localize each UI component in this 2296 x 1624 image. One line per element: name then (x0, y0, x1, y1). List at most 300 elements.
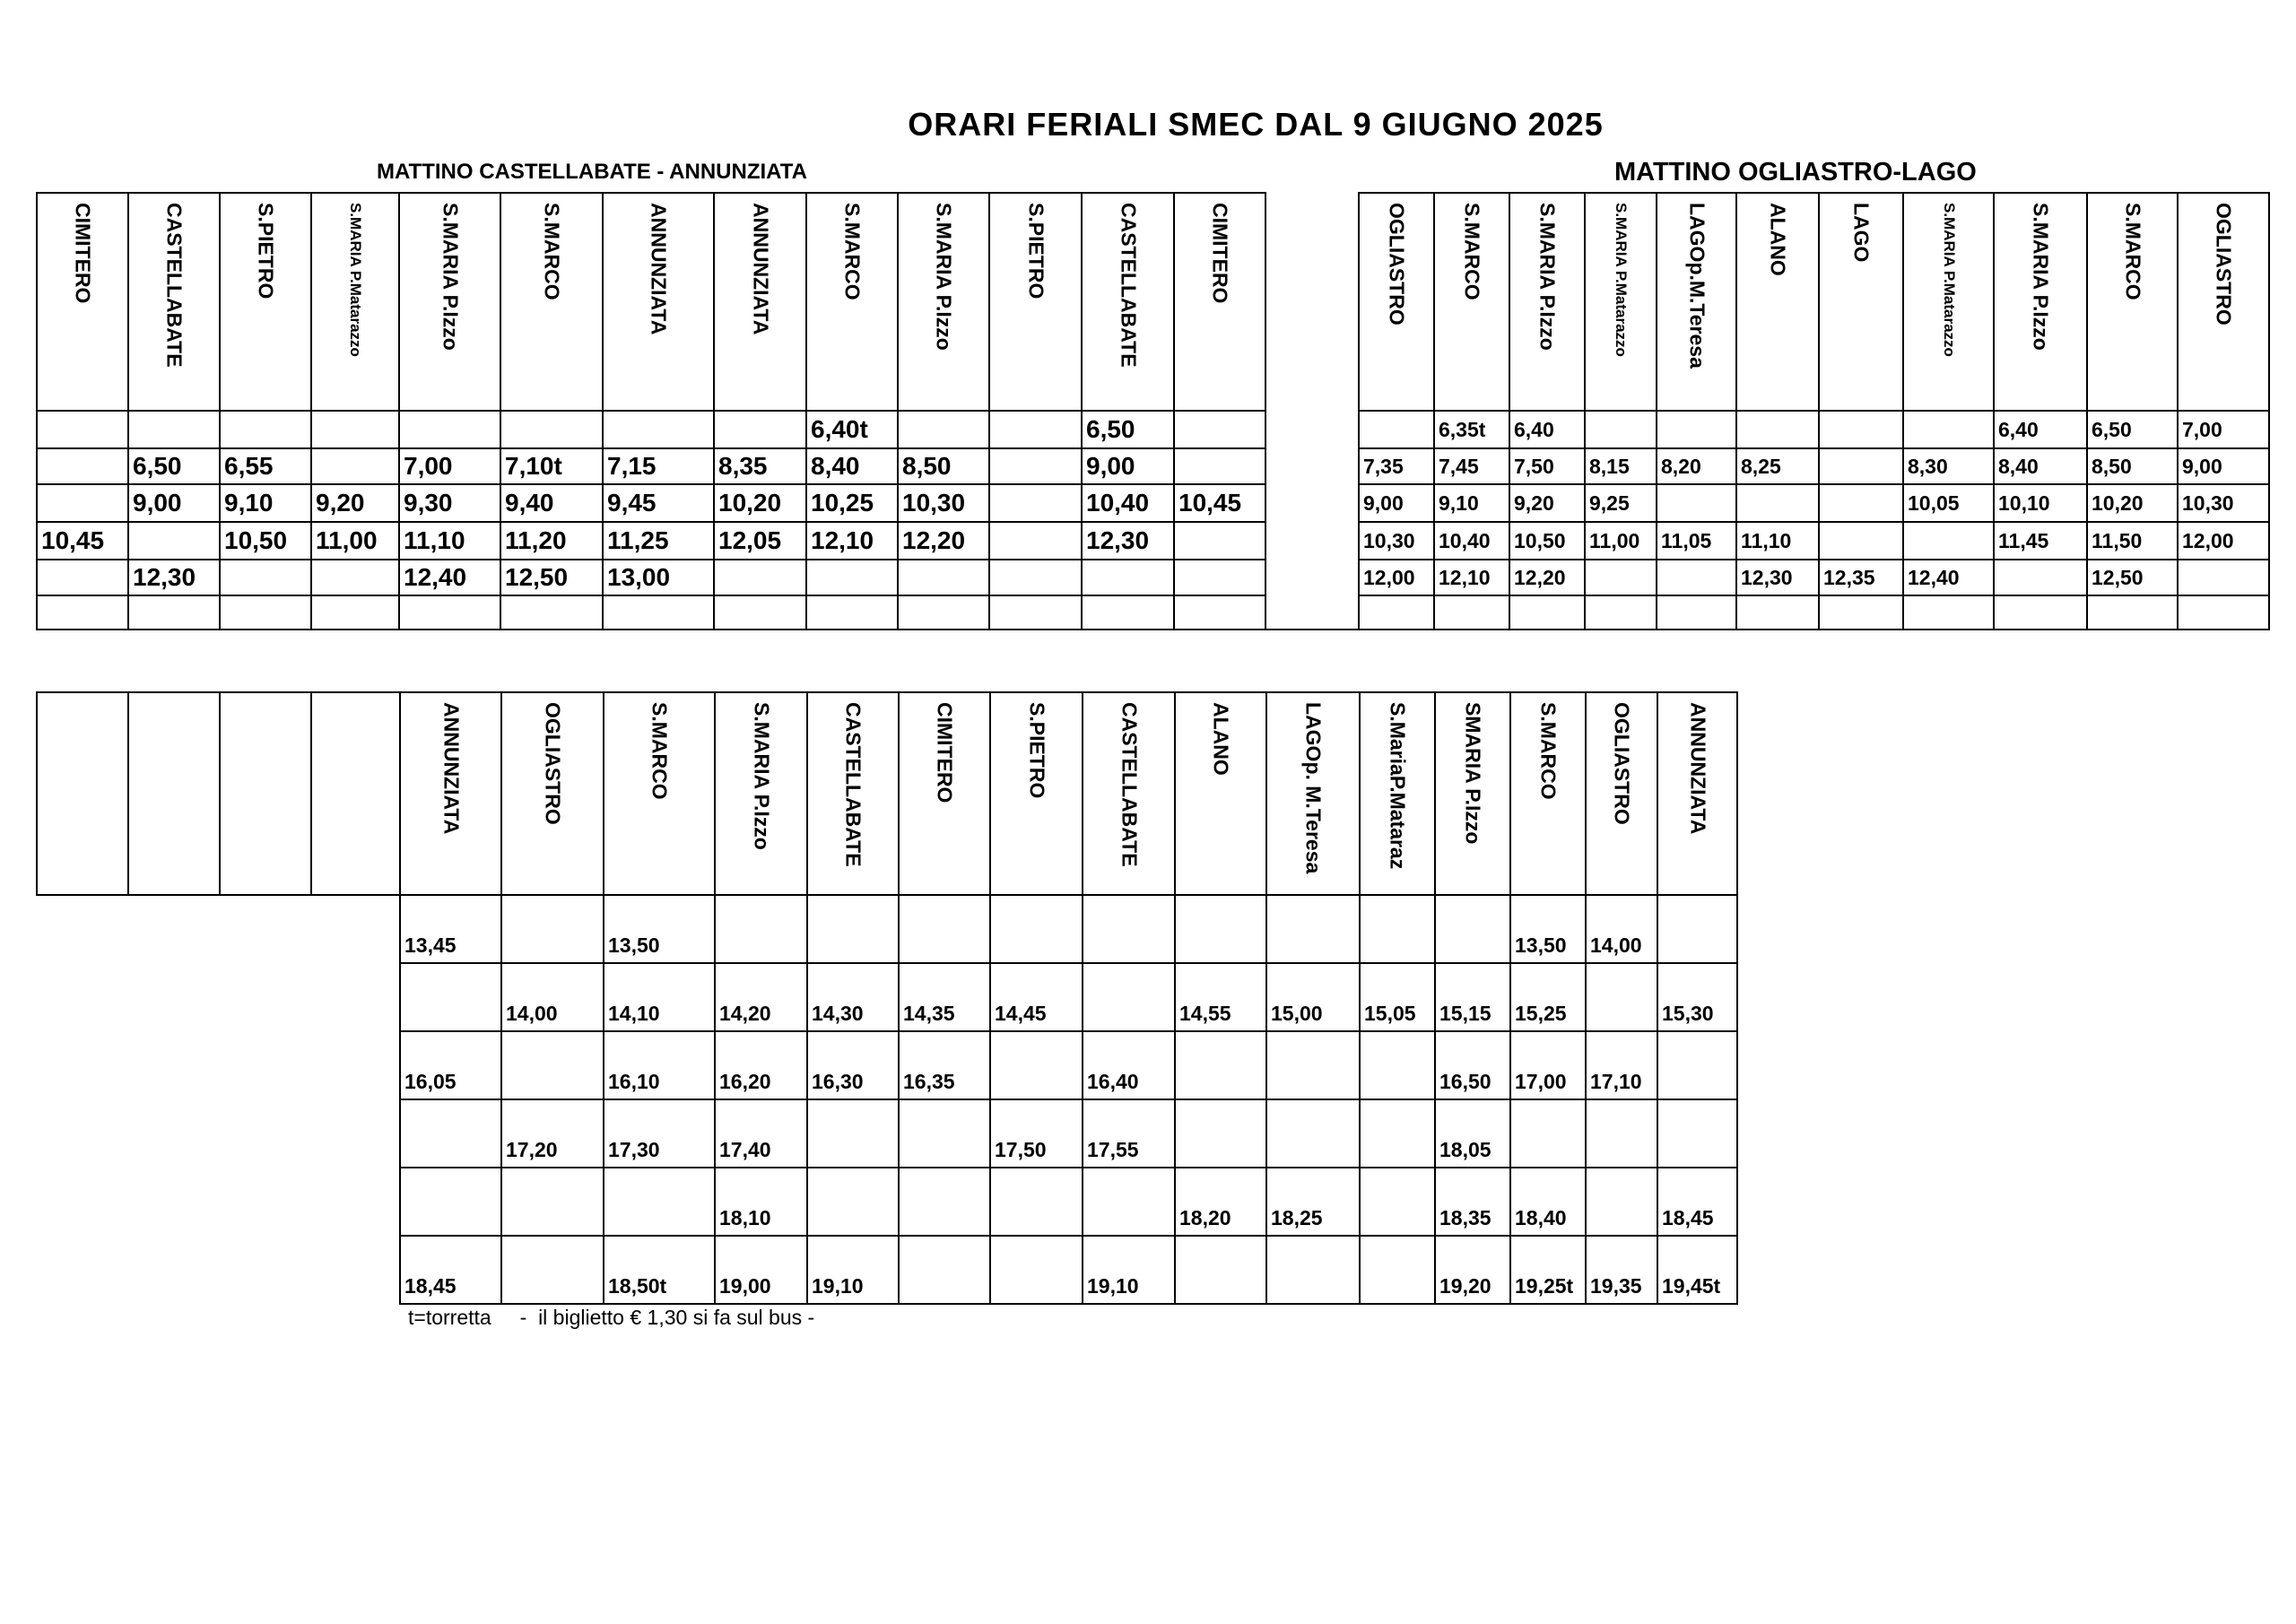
time-cell (1360, 1031, 1435, 1099)
afternoon-header-cell (311, 692, 400, 895)
afternoon-header-cell (715, 692, 807, 895)
time-cell: 6,50 (1082, 411, 1174, 448)
time-cell (806, 595, 898, 630)
stop-name: SMARIA P.Izzo (1461, 702, 1485, 845)
afternoon-header-cell (604, 692, 715, 895)
time-cell: 11,00 (1585, 522, 1657, 560)
spacer-cell (128, 895, 220, 963)
time-cell (714, 411, 806, 448)
spacer-cell (311, 895, 400, 963)
time-cell: 7,50 (1509, 448, 1585, 484)
time-cell (128, 411, 220, 448)
time-cell: 19,10 (807, 1236, 899, 1304)
table-row (37, 595, 2269, 630)
stop-name: S.PIETRO (1025, 702, 1048, 799)
stop-name: S.MariaP.Mataraz (1386, 702, 1410, 870)
spacer-cell (220, 1236, 311, 1304)
time-cell: 18,35 (1435, 1168, 1510, 1236)
time-cell (714, 595, 806, 630)
time-cell (989, 448, 1082, 484)
stop-name: S.MARIA P.Izzo (2029, 203, 2053, 351)
morning-header-cell (2178, 193, 2269, 411)
time-cell (1175, 1099, 1266, 1168)
time-cell (1510, 1099, 1586, 1168)
time-cell: 7,00 (2178, 411, 2269, 448)
time-cell: 17,00 (1510, 1031, 1586, 1099)
time-cell: 10,45 (37, 522, 128, 560)
page-title: ORARI FERIALI SMEC DAL 9 GIUGNO 2025 (908, 106, 1604, 143)
time-cell (501, 1236, 604, 1304)
morning-header-cell (1585, 193, 1657, 411)
table-row (37, 895, 1737, 963)
afternoon-header-cell (1175, 692, 1266, 895)
spacer-cell (37, 1236, 128, 1304)
time-cell (806, 560, 898, 595)
time-cell: 17,55 (1083, 1099, 1175, 1168)
table-row (37, 1236, 1737, 1304)
time-cell: 10,30 (1359, 522, 1434, 560)
time-cell: 14,55 (1175, 963, 1266, 1031)
time-cell (311, 448, 399, 484)
time-cell: 18,50t (604, 1236, 715, 1304)
time-cell (400, 1099, 501, 1168)
time-cell: 16,05 (400, 1031, 501, 1099)
stop-name: S.PIETRO (254, 203, 278, 300)
afternoon-header-cell (37, 692, 128, 895)
time-cell (990, 1236, 1083, 1304)
time-cell: 9,00 (128, 484, 220, 522)
afternoon-header-cell (220, 692, 311, 895)
stop-name: CASTELLABATE (1118, 702, 1141, 867)
morning-header-cell (1819, 193, 1903, 411)
time-cell (1586, 963, 1657, 1031)
time-cell (501, 1031, 604, 1099)
time-cell: 11,05 (1657, 522, 1736, 560)
time-cell: 8,50 (2087, 448, 2178, 484)
time-cell (714, 560, 806, 595)
time-cell: 7,10t (500, 448, 603, 484)
time-cell: 17,40 (715, 1099, 807, 1168)
morning-header-cell (603, 193, 714, 411)
time-cell (1657, 595, 1736, 630)
stop-name: S.MARIA P.Izzo (750, 702, 773, 850)
morning-header-cell (1265, 193, 1359, 411)
spacer-cell (128, 1031, 220, 1099)
stop-name: ANNUNZIATA (439, 702, 463, 835)
time-cell (1174, 595, 1265, 630)
time-cell (1819, 522, 1903, 560)
time-cell (220, 560, 311, 595)
time-cell (1736, 595, 1819, 630)
time-cell (1266, 895, 1360, 963)
stop-name: LAGO (1849, 203, 1874, 263)
spacer-cell (37, 1168, 128, 1236)
time-cell (1359, 595, 1434, 630)
time-cell: 10,50 (220, 522, 311, 560)
time-cell: 9,10 (1434, 484, 1509, 522)
time-cell (1434, 595, 1509, 630)
morning-header-cell (220, 193, 311, 411)
spacer-cell (37, 1031, 128, 1099)
time-cell: 18,45 (1657, 1168, 1737, 1236)
time-cell (1819, 595, 1903, 630)
time-cell: 14,10 (604, 963, 715, 1031)
time-cell: 19,25t (1510, 1236, 1586, 1304)
time-cell: 11,45 (1994, 522, 2087, 560)
time-cell (1082, 560, 1174, 595)
time-cell: 18,25 (1266, 1168, 1360, 1236)
time-cell (898, 411, 989, 448)
time-cell: 10,40 (1082, 484, 1174, 522)
time-cell: 18,20 (1175, 1168, 1266, 1236)
time-cell (899, 1168, 990, 1236)
time-cell (400, 1168, 501, 1236)
time-cell (500, 595, 603, 630)
footnote: t=torretta - il biglietto € 1,30 si fa sul bus - (408, 1306, 815, 1329)
time-cell: 8,40 (806, 448, 898, 484)
time-cell (1819, 448, 1903, 484)
time-cell: 6,55 (220, 448, 311, 484)
time-cell: 12,00 (2178, 522, 2269, 560)
time-cell (1265, 411, 1359, 448)
time-cell: 11,50 (2087, 522, 2178, 560)
afternoon-header-cell (1083, 692, 1175, 895)
stop-name: S.MARCO (840, 203, 865, 300)
time-cell: 17,50 (990, 1099, 1083, 1168)
time-cell: 15,15 (1435, 963, 1510, 1031)
time-cell (1266, 1236, 1360, 1304)
morning-header-cell (2087, 193, 2178, 411)
time-cell (311, 595, 399, 630)
subtitle-castellabate-annunziata: MATTINO CASTELLABATE - ANNUNZIATA (377, 160, 807, 184)
morning-header-cell (806, 193, 898, 411)
time-cell: 10,20 (2087, 484, 2178, 522)
time-cell (1266, 1031, 1360, 1099)
time-cell (1265, 560, 1359, 595)
time-cell: 6,40t (806, 411, 898, 448)
morning-header-cell (1434, 193, 1509, 411)
time-cell: 10,20 (714, 484, 806, 522)
stop-name: S.MARIA P.Matarazzo (1613, 203, 1630, 357)
time-cell (128, 522, 220, 560)
spacer-cell (220, 1031, 311, 1099)
time-cell (311, 560, 399, 595)
stop-name: OGLIASTRO (2212, 203, 2236, 326)
stop-name: ANNUNZIATA (749, 203, 772, 335)
spacer-cell (311, 1236, 400, 1304)
afternoon-header-cell (1657, 692, 1737, 895)
time-cell (2178, 595, 2269, 630)
time-cell: 8,30 (1903, 448, 1994, 484)
stop-name: S.MARIA P.Matarazzo (347, 203, 364, 357)
time-cell: 10,30 (2178, 484, 2269, 522)
time-cell (807, 895, 899, 963)
table-row (37, 484, 2269, 522)
time-cell (500, 411, 603, 448)
time-cell (1994, 595, 2087, 630)
time-cell (1585, 595, 1657, 630)
time-cell: 19,20 (1435, 1236, 1510, 1304)
afternoon-header-cell (400, 692, 501, 895)
subtitle-ogliastro-lago: MATTINO OGLIASTRO-LAGO (1614, 158, 1977, 187)
time-cell: 12,50 (500, 560, 603, 595)
time-cell (989, 522, 1082, 560)
time-cell (990, 1168, 1083, 1236)
time-cell: 15,00 (1266, 963, 1360, 1031)
time-cell: 13,50 (604, 895, 715, 963)
time-cell: 13,00 (603, 560, 714, 595)
time-cell (807, 1168, 899, 1236)
time-cell (1435, 895, 1510, 963)
time-cell: 15,25 (1510, 963, 1586, 1031)
time-cell (1083, 895, 1175, 963)
time-cell (1903, 595, 1994, 630)
time-cell (1586, 1168, 1657, 1236)
time-cell (898, 560, 989, 595)
time-cell: 15,05 (1360, 963, 1435, 1031)
time-cell (989, 595, 1082, 630)
morning-header-cell (1657, 193, 1736, 411)
afternoon-header-cell (1586, 692, 1657, 895)
morning-header-cell (399, 193, 500, 411)
spacer-cell (311, 1168, 400, 1236)
time-cell: 6,40 (1509, 411, 1585, 448)
time-cell: 16,20 (715, 1031, 807, 1099)
time-cell (1657, 560, 1736, 595)
time-cell: 10,45 (1174, 484, 1265, 522)
time-cell (1266, 1099, 1360, 1168)
time-cell (1585, 560, 1657, 595)
morning-header-cell (128, 193, 220, 411)
afternoon-header-cell (128, 692, 220, 895)
time-cell: 9,00 (1082, 448, 1174, 484)
morning-header-cell (500, 193, 603, 411)
stop-name: ANNUNZIATA (1686, 702, 1709, 835)
time-cell: 9,00 (1359, 484, 1434, 522)
time-cell (1360, 1099, 1435, 1168)
time-cell: 13,50 (1510, 895, 1586, 963)
time-cell (1819, 484, 1903, 522)
time-cell: 8,50 (898, 448, 989, 484)
time-cell: 11,10 (399, 522, 500, 560)
time-cell (1265, 484, 1359, 522)
time-cell: 12,20 (1509, 560, 1585, 595)
spacer-cell (311, 1099, 400, 1168)
time-cell (1265, 595, 1359, 630)
stop-name: CASTELLABATE (841, 702, 865, 867)
time-cell: 9,20 (311, 484, 399, 522)
stop-name: LAGOp. M.Teresa (1301, 702, 1326, 874)
morning-header-cell (1174, 193, 1265, 411)
time-cell (1174, 411, 1265, 448)
stop-name: LAGOp.M.Teresa (1685, 203, 1709, 369)
time-cell (37, 560, 128, 595)
time-cell: 9,00 (2178, 448, 2269, 484)
time-cell (899, 1236, 990, 1304)
time-cell (603, 411, 714, 448)
time-cell (1657, 895, 1737, 963)
stop-name: S.MARCO (2121, 203, 2144, 300)
spacer-cell (220, 963, 311, 1031)
time-cell: 19,10 (1083, 1236, 1175, 1304)
time-cell: 16,50 (1435, 1031, 1510, 1099)
table-row (37, 448, 2269, 484)
time-cell: 6,35t (1434, 411, 1509, 448)
stop-name: S.MARIA P.Matarazzo (1940, 203, 1958, 357)
time-cell (1657, 484, 1736, 522)
time-cell: 16,30 (807, 1031, 899, 1099)
stop-name: ALANO (1209, 702, 1233, 776)
morning-header-cell (1082, 193, 1174, 411)
time-cell (399, 411, 500, 448)
time-cell (1083, 963, 1175, 1031)
time-cell: 17,10 (1586, 1031, 1657, 1099)
time-cell: 11,00 (311, 522, 399, 560)
table-row (37, 1099, 1737, 1168)
time-cell: 9,40 (500, 484, 603, 522)
time-cell: 10,10 (1994, 484, 2087, 522)
time-cell: 19,45t (1657, 1236, 1737, 1304)
time-cell: 12,50 (2087, 560, 2178, 595)
time-cell: 19,00 (715, 1236, 807, 1304)
afternoon-header-cell (807, 692, 899, 895)
stop-name: S.MARIA P.Izzo (1535, 203, 1560, 351)
time-cell: 14,00 (1586, 895, 1657, 963)
time-cell (1819, 411, 1903, 448)
time-cell: 7,15 (603, 448, 714, 484)
table-row (37, 522, 2269, 560)
time-cell: 8,35 (714, 448, 806, 484)
stop-name: OGLIASTRO (1610, 702, 1634, 825)
stop-name: CIMITERO (933, 702, 957, 803)
time-cell (501, 895, 604, 963)
spacer-cell (311, 963, 400, 1031)
table-row (37, 1031, 1737, 1099)
time-cell: 10,50 (1509, 522, 1585, 560)
time-cell (604, 1168, 715, 1236)
table-row (37, 1168, 1737, 1236)
stop-name: CASTELLABATE (162, 203, 187, 368)
time-cell: 9,30 (399, 484, 500, 522)
morning-header-cell (1359, 193, 1434, 411)
time-cell: 11,10 (1736, 522, 1819, 560)
time-cell (1175, 1031, 1266, 1099)
time-cell (603, 595, 714, 630)
stop-name: OGLIASTRO (1385, 203, 1409, 326)
time-cell (898, 595, 989, 630)
time-cell: 19,35 (1586, 1236, 1657, 1304)
table-row (37, 963, 1737, 1031)
time-cell (989, 484, 1082, 522)
time-cell: 12,40 (1903, 560, 1994, 595)
time-cell: 18,40 (1510, 1168, 1586, 1236)
time-cell: 15,30 (1657, 963, 1737, 1031)
time-cell: 16,40 (1083, 1031, 1175, 1099)
spacer-cell (37, 1099, 128, 1168)
time-cell (1359, 411, 1434, 448)
time-cell: 12,05 (714, 522, 806, 560)
time-cell (37, 448, 128, 484)
time-cell: 16,10 (604, 1031, 715, 1099)
time-cell (1360, 895, 1435, 963)
time-cell (1509, 595, 1585, 630)
spacer-cell (311, 1031, 400, 1099)
time-cell: 14,45 (990, 963, 1083, 1031)
time-cell: 10,40 (1434, 522, 1509, 560)
time-cell (1174, 560, 1265, 595)
time-cell: 17,20 (501, 1099, 604, 1168)
time-cell (1175, 895, 1266, 963)
time-cell (220, 411, 311, 448)
stop-name: ANNUNZIATA (647, 203, 671, 335)
spacer-cell (128, 1099, 220, 1168)
time-cell (2087, 595, 2178, 630)
spacer-cell (37, 895, 128, 963)
time-cell: 14,30 (807, 963, 899, 1031)
afternoon-header-cell (1360, 692, 1435, 895)
time-cell: 14,00 (501, 963, 604, 1031)
time-cell: 12,10 (1434, 560, 1509, 595)
table-row (37, 411, 2269, 448)
morning-header-cell (37, 193, 128, 411)
time-cell: 12,10 (806, 522, 898, 560)
stop-name: S.MARCO (540, 203, 564, 300)
spacer-cell (128, 1168, 220, 1236)
time-cell: 16,35 (899, 1031, 990, 1099)
time-cell: 14,35 (899, 963, 990, 1031)
time-cell (311, 411, 399, 448)
time-cell (1360, 1236, 1435, 1304)
time-cell (989, 411, 1082, 448)
time-cell (1657, 1031, 1737, 1099)
time-cell: 8,40 (1994, 448, 2087, 484)
time-cell (220, 595, 311, 630)
spacer-cell (128, 963, 220, 1031)
time-cell (1360, 1168, 1435, 1236)
stop-name: S.MARCO (1536, 702, 1561, 800)
time-cell: 12,30 (128, 560, 220, 595)
morning-header-cell (989, 193, 1082, 411)
time-cell (899, 895, 990, 963)
time-cell (1083, 1168, 1175, 1236)
time-cell: 13,45 (400, 895, 501, 963)
stop-name: CASTELLABATE (1117, 203, 1140, 368)
time-cell: 17,30 (604, 1099, 715, 1168)
time-cell (37, 484, 128, 522)
morning-header-cell (898, 193, 989, 411)
stop-name: S.MARCO (648, 702, 672, 800)
morning-timetable (36, 192, 2270, 630)
time-cell (807, 1099, 899, 1168)
time-cell: 6,50 (2087, 411, 2178, 448)
time-cell: 12,40 (399, 560, 500, 595)
table-row (37, 560, 2269, 595)
time-cell: 8,20 (1657, 448, 1736, 484)
stop-name: S.MARIA P.Izzo (439, 203, 462, 351)
time-cell (37, 595, 128, 630)
time-cell (1082, 595, 1174, 630)
stop-name: ALANO (1766, 203, 1790, 276)
time-cell (1175, 1236, 1266, 1304)
time-cell (1903, 411, 1994, 448)
spacer-cell (220, 1099, 311, 1168)
time-cell: 7,00 (399, 448, 500, 484)
time-cell (2178, 560, 2269, 595)
spacer-cell (128, 1236, 220, 1304)
time-cell (1736, 484, 1819, 522)
stop-name: CIMITERO (71, 203, 95, 304)
time-cell (715, 895, 807, 963)
